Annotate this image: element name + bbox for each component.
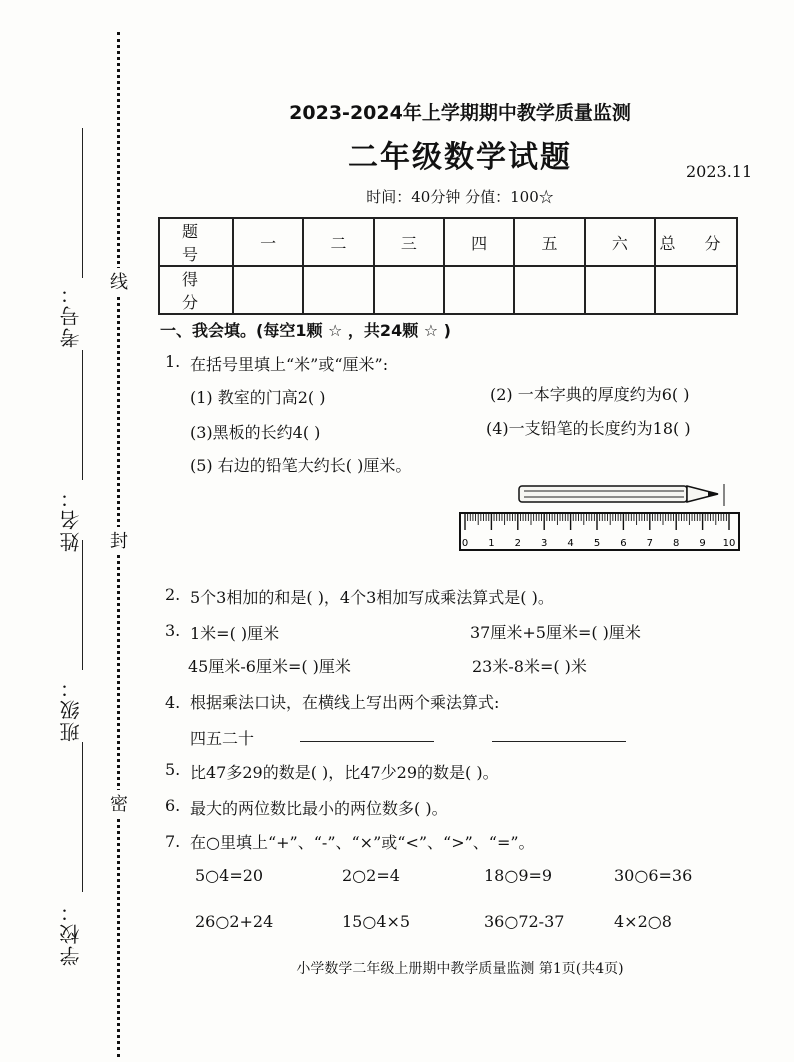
question-number: 7. xyxy=(165,832,181,851)
question-number: 6. xyxy=(165,796,181,815)
answer-line[interactable] xyxy=(300,741,434,742)
page-footer: 小学数学二年级上册期中教学质量监测 第1页(共4页) xyxy=(296,961,624,977)
q7-item: 5○4=20 xyxy=(195,866,264,885)
q7-item: 4×2○8 xyxy=(614,912,672,931)
banji-line xyxy=(82,540,83,670)
ruler-image xyxy=(459,512,741,552)
question-text: 最大的两位数比最小的两位数多( )。 xyxy=(190,799,448,818)
ruler-label: 6 xyxy=(620,538,627,549)
answer-line[interactable] xyxy=(492,741,626,742)
exam-date: 2023.11 xyxy=(686,162,753,181)
q3-item: 1米=( )厘米 xyxy=(190,624,280,643)
ruler-label: 9 xyxy=(699,538,706,549)
score-table-cell: 六 xyxy=(585,218,655,266)
q3-item: 45厘米-6厘米=( )厘米 xyxy=(188,657,351,676)
question-stem: 根据乘法口诀，在横线上写出两个乘法算式: xyxy=(190,693,500,712)
ruler-label: 3 xyxy=(541,538,548,549)
score-table-cell: 五 xyxy=(514,218,584,266)
xuexiao-line xyxy=(82,742,83,892)
q7-item: 15○4×5 xyxy=(342,912,411,931)
question-number: 1. xyxy=(165,352,181,371)
score-input-cell[interactable] xyxy=(303,266,373,314)
kaohao-line xyxy=(82,128,83,278)
q3-item: 23米-8米=( )米 xyxy=(472,657,587,676)
exam-title: 2023-2024年上学期期中教学质量监测 xyxy=(289,102,631,124)
score-input-cell[interactable] xyxy=(444,266,514,314)
xingming-label: 姓名： xyxy=(59,486,83,552)
score-input-cell[interactable] xyxy=(233,266,303,314)
q7-item: 30○6=36 xyxy=(614,866,693,885)
score-input-cell[interactable] xyxy=(514,266,584,314)
score-input-cell[interactable] xyxy=(585,266,655,314)
ruler-label: 7 xyxy=(646,538,653,549)
ruler-label: 5 xyxy=(593,538,601,549)
question-number: 3. xyxy=(165,621,181,640)
ruler-label: 2 xyxy=(514,538,521,549)
score-table-cell: 题 号 xyxy=(159,218,233,266)
question-number: 4. xyxy=(165,693,181,712)
score-input-cell[interactable] xyxy=(655,266,737,314)
score-table-cell: 三 xyxy=(374,218,444,266)
ruler-label: 10 xyxy=(722,538,736,549)
q7-item: 36○72-37 xyxy=(484,912,565,931)
q1-item: (5) 右边的铅笔大约长( )厘米。 xyxy=(190,456,412,475)
ruler-label: 4 xyxy=(567,538,574,549)
q1-item: (4)一支铅笔的长度约为18( ) xyxy=(486,419,691,438)
pencil-image xyxy=(518,484,732,506)
ruler-label: 8 xyxy=(673,538,680,549)
question-stem: 在○里填上“+”、“-”、“×”或“<”、“>”、“=”。 xyxy=(190,833,535,852)
question-text: 比47多29的数是( )，比47少29的数是( )。 xyxy=(190,763,499,782)
question-number: 5. xyxy=(165,760,181,779)
ruler-label: 0 xyxy=(461,538,469,549)
score-table-cell: 一 xyxy=(233,218,303,266)
q1-item: (3)黑板的长约4( ) xyxy=(190,423,321,442)
q7-item: 2○2=4 xyxy=(342,866,400,885)
score-input-cell[interactable] xyxy=(374,266,444,314)
question-stem: 在括号里填上“米”或“厘米”: xyxy=(190,355,389,374)
question-number: 2. xyxy=(165,585,181,604)
q7-item: 26○2+24 xyxy=(195,912,274,931)
score-table-cell: 四 xyxy=(444,218,514,266)
time-score-info: 时间：40分钟 分值：100☆ xyxy=(366,188,554,206)
multiplication-rhyme: 四五二十 xyxy=(190,729,255,748)
xingming-line xyxy=(82,350,83,480)
kaohao-label: 考号： xyxy=(59,282,83,348)
exam-subtitle: 二年级数学试题 xyxy=(348,140,572,175)
score-table xyxy=(158,217,738,315)
score-table-cell: 得 分 xyxy=(159,266,233,314)
score-table-cell: 总 分 xyxy=(655,218,737,266)
banji-label: 班级： xyxy=(59,676,83,742)
section-title: 一、我会填。(每空1颗 ☆ ，共24颗 ☆ ) xyxy=(160,321,451,340)
q1-item: (1) 教室的门高2( ) xyxy=(190,388,326,407)
seal-char-mi: 密 xyxy=(108,790,130,816)
question-text: 5个3相加的和是( )，4个3相加写成乘法算式是( )。 xyxy=(190,588,554,607)
q3-item: 37厘米+5厘米=( )厘米 xyxy=(470,623,641,642)
q1-item: (2) 一本字典的厚度约为6( ) xyxy=(490,385,690,404)
score-table-header-row xyxy=(159,218,737,266)
ruler-label: 1 xyxy=(488,538,495,549)
seal-char-feng: 封 xyxy=(108,527,130,553)
q7-item: 18○9=9 xyxy=(484,866,553,885)
score-table-score-row xyxy=(159,266,737,314)
score-table-cell: 二 xyxy=(303,218,373,266)
xuexiao-label: 学校： xyxy=(59,900,83,966)
seal-char-xian: 线 xyxy=(108,268,130,294)
